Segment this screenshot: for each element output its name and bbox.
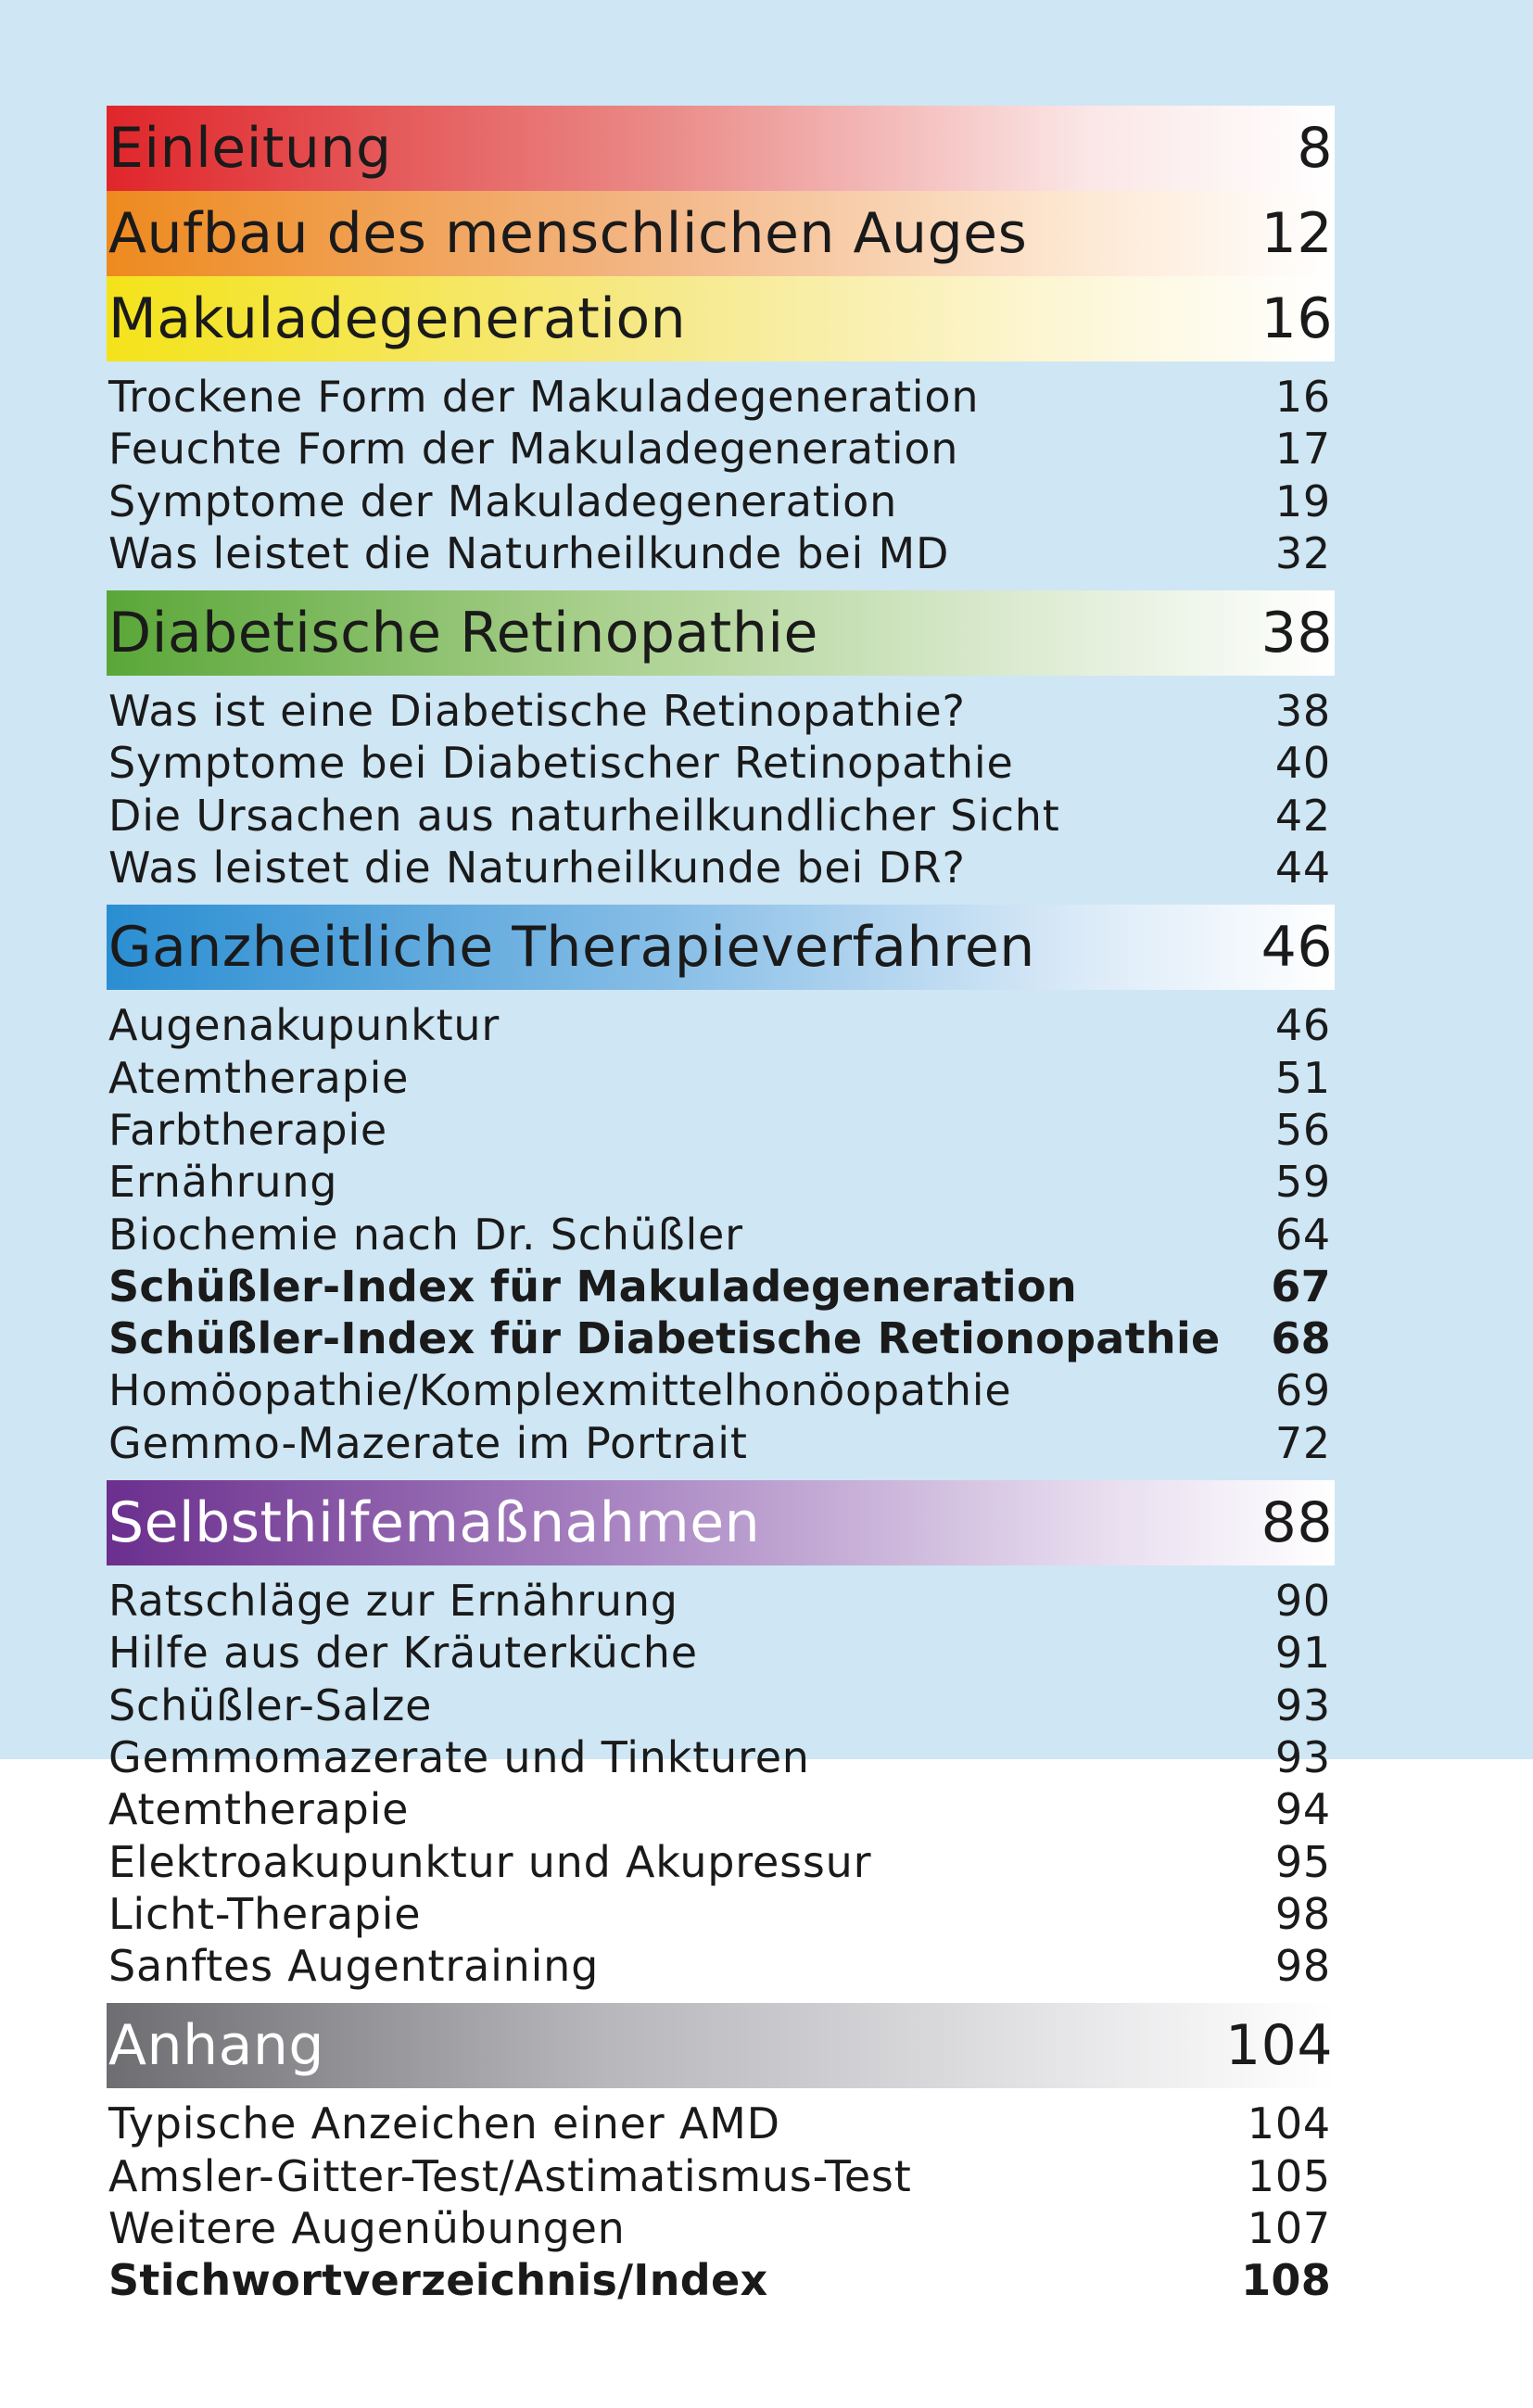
section-title: Anhang (108, 2013, 324, 2079)
toc-entry-page: 59 (1274, 1157, 1331, 1208)
toc-entry-page: 64 (1274, 1209, 1331, 1260)
toc-entry-page: 51 (1274, 1052, 1331, 1103)
section-items-ganzheitliche-therapieverfahren (107, 990, 1335, 1480)
toc-entry-title: Schüßler-Index für Makuladegeneration (108, 1261, 1077, 1312)
toc-entry-title: Ratschläge zur Ernährung (108, 1576, 678, 1627)
toc-entry[interactable] (107, 1156, 1335, 1208)
toc-entry-page: 56 (1274, 1104, 1331, 1155)
section-page: 8 (1297, 116, 1333, 181)
toc-entry-page: 67 (1271, 1261, 1331, 1312)
toc-entry-page: 42 (1274, 790, 1331, 841)
toc-entry-page: 95 (1274, 1836, 1331, 1887)
toc-entry-title: Symptome bei Diabetischer Retinopathie (108, 738, 1014, 789)
toc-entry-title: Typische Anzeichen einer AMD (108, 2098, 780, 2149)
section-heading-einleitung[interactable] (107, 106, 1335, 191)
toc-entry-page: 69 (1274, 1365, 1331, 1416)
toc-entry-title: Ernährung (108, 1157, 338, 1208)
toc-entry[interactable] (107, 475, 1335, 527)
toc-entry[interactable] (107, 790, 1335, 842)
section-heading-anhang[interactable] (107, 2003, 1335, 2088)
toc-entry-title: Was leistet die Naturheilkunde bei DR? (108, 843, 966, 893)
section-page: 12 (1261, 201, 1333, 266)
section-items-selbsthilfemassnahmen (107, 1565, 1335, 2003)
toc-entry-title: Weitere Augenübungen (108, 2203, 626, 2254)
toc-entry-title: Feuchte Form der Makuladegeneration (108, 424, 959, 475)
toc-entry[interactable] (107, 2150, 1335, 2202)
section-page: 88 (1261, 1490, 1333, 1556)
toc-entry-page: 72 (1274, 1417, 1331, 1468)
toc-entry-page: 19 (1274, 475, 1331, 526)
toc-entry-title: Homöopathie/Komplexmittelhonöopathie (108, 1365, 1012, 1416)
toc-entry-page: 108 (1241, 2255, 1331, 2306)
toc-entry-page: 90 (1274, 1576, 1331, 1627)
section-heading-selbsthilfemassnahmen[interactable] (107, 1480, 1335, 1565)
toc-entry-title: Was leistet die Naturheilkunde bei MD (108, 527, 950, 578)
toc-entry-title: Trockene Form der Makuladegeneration (108, 372, 980, 422)
section-title: Selbsthilfemaßnahmen (108, 1490, 761, 1556)
toc-entry-page: 40 (1274, 738, 1331, 789)
toc-entry[interactable] (107, 2097, 1335, 2149)
toc-entry[interactable] (107, 1940, 1335, 1992)
toc-entry[interactable] (107, 527, 1335, 579)
toc-entry-title: Biochemie nach Dr. Schüßler (108, 1209, 743, 1260)
toc-entry[interactable] (107, 2254, 1335, 2306)
toc-entry[interactable] (107, 371, 1335, 423)
toc-entry-title: Stichwortverzeichnis/Index (108, 2255, 768, 2306)
toc-entry-page: 17 (1274, 424, 1331, 475)
toc-entry-page: 104 (1247, 2098, 1331, 2149)
toc-entry-title: Atemtherapie (108, 1052, 410, 1103)
toc-entry-page: 38 (1274, 686, 1331, 737)
toc-entry[interactable] (107, 842, 1335, 893)
toc-entry[interactable] (107, 685, 1335, 737)
toc-entry-title: Was ist eine Diabetische Retinopathie? (108, 686, 966, 737)
section-heading-ganzheitliche-therapieverfahren[interactable] (107, 905, 1335, 990)
toc-entry-page: 107 (1247, 2203, 1331, 2254)
toc-entry-page: 94 (1274, 1784, 1331, 1835)
toc-entry-page: 32 (1274, 527, 1331, 578)
section-page: 38 (1261, 601, 1333, 666)
toc-entry-title: Gemmomazerate und Tinkturen (108, 1731, 810, 1782)
toc-entry-page: 93 (1274, 1731, 1331, 1782)
section-page: 104 (1224, 2013, 1333, 2079)
table-of-contents (107, 106, 1335, 2318)
toc-entry[interactable] (107, 1836, 1335, 1888)
toc-entry-title: Symptome der Makuladegeneration (108, 475, 898, 526)
toc-entry-title: Amsler-Gitter-Test/Astimatismus-Test (108, 2150, 912, 2201)
toc-entry-title: Farbtherapie (108, 1104, 388, 1155)
toc-entry[interactable] (107, 423, 1335, 475)
section-items-anhang (107, 2088, 1335, 2317)
toc-entry-page: 98 (1274, 1888, 1331, 1939)
toc-entry[interactable] (107, 1783, 1335, 1835)
toc-entry-page: 46 (1274, 1000, 1331, 1051)
toc-entry-page: 105 (1247, 2150, 1331, 2201)
toc-entry[interactable] (107, 1888, 1335, 1940)
section-title: Aufbau des menschlichen Auges (108, 201, 1028, 266)
toc-entry[interactable] (107, 1312, 1335, 1364)
toc-entry[interactable] (107, 999, 1335, 1051)
section-title: Makuladegeneration (108, 286, 687, 351)
toc-entry[interactable] (107, 1052, 1335, 1104)
toc-entry[interactable] (107, 1261, 1335, 1312)
section-heading-aufbau[interactable] (107, 191, 1335, 276)
toc-entry[interactable] (107, 1364, 1335, 1416)
toc-entry-page: 98 (1274, 1941, 1331, 1992)
toc-entry-title: Licht-Therapie (108, 1888, 422, 1939)
toc-entry[interactable] (107, 1679, 1335, 1731)
section-page: 46 (1261, 915, 1333, 981)
toc-entry[interactable] (107, 1731, 1335, 1783)
toc-entry-page: 68 (1271, 1313, 1331, 1364)
toc-entry-title: Gemmo-Mazerate im Portrait (108, 1417, 748, 1468)
toc-entry[interactable] (107, 1209, 1335, 1261)
section-heading-makuladegeneration[interactable] (107, 276, 1335, 361)
toc-entry-title: Die Ursachen aus naturheilkundlicher Sicht (108, 790, 1060, 841)
toc-entry-page: 93 (1274, 1679, 1331, 1730)
section-page: 16 (1261, 286, 1333, 351)
toc-entry-title: Hilfe aus der Kräuterküche (108, 1628, 698, 1679)
toc-entry-title: Schüßler-Salze (108, 1679, 433, 1730)
toc-entry[interactable] (107, 2202, 1335, 2254)
section-items-makuladegeneration (107, 361, 1335, 590)
toc-entry-title: Atemtherapie (108, 1784, 410, 1835)
toc-entry-title: Elektroakupunktur und Akupressur (108, 1836, 872, 1887)
toc-entry-title: Schüßler-Index für Diabetische Retionopathie (108, 1313, 1221, 1364)
section-title: Ganzheitliche Therapieverfahren (108, 915, 1035, 981)
toc-entry-page: 44 (1274, 843, 1331, 893)
section-items-diabetische-retinopathie (107, 676, 1335, 905)
toc-entry[interactable] (107, 1104, 1335, 1156)
section-title: Einleitung (108, 116, 392, 181)
toc-entry[interactable] (107, 737, 1335, 789)
section-heading-diabetische-retinopathie[interactable] (107, 590, 1335, 676)
toc-entry-page: 91 (1274, 1628, 1331, 1679)
toc-entry-title: Sanftes Augentraining (108, 1941, 600, 1992)
toc-entry-title: Augenakupunktur (108, 1000, 500, 1051)
toc-entry-page: 16 (1274, 372, 1331, 422)
section-title: Diabetische Retinopathie (108, 601, 818, 666)
toc-entry[interactable] (107, 1627, 1335, 1679)
toc-entry[interactable] (107, 1575, 1335, 1627)
toc-entry[interactable] (107, 1417, 1335, 1469)
